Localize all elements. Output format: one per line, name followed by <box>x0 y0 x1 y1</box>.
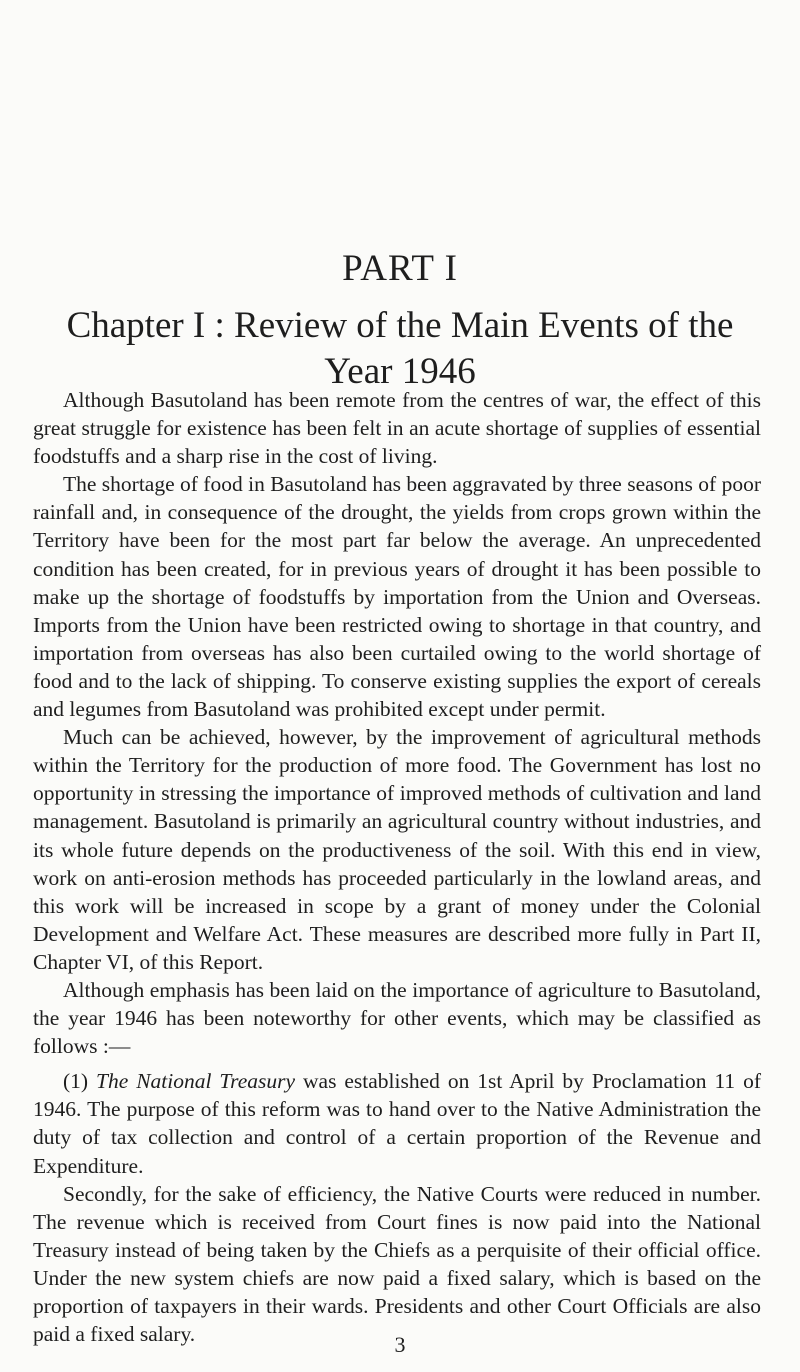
page-number: 3 <box>394 1332 406 1357</box>
item-number: (1) <box>63 1069 89 1094</box>
paragraph-4: Although emphasis has been laid on the importance of agriculture to Basutoland, the year 1946 has been noteworthy for other events, which may be classified as follows :— <box>33 977 761 1059</box>
chapter-heading: Chapter I : Review of the Main Events of the Year 1946 <box>66 305 734 392</box>
paragraph-closing: Secondly, for the sake of efficiency, the Native Courts were reduced in number. The revenue which is received from Court fines is now paid into the National Treasury instead of being taken by the Chiefs as a perquisite of their official office. Under the new system chiefs are now paid a fixed salary, which is based on the proportion of taxpayers in their wards. Presidents and other Court Officials are also paid a fixed salary. <box>33 1181 761 1347</box>
body-text <box>33 386 761 1348</box>
item-text: was established on 1st April by Proclamation 11 of 1946. The purpose of this reform was to hand over to the Native Administration the duty of tax collection and control of a certain proportion of the Revenue and Expenditure. <box>33 1069 761 1178</box>
item-emphasis: The National Treasury <box>96 1069 296 1094</box>
paragraph-3: Much can be achieved, however, by the improvement of agricultural methods within the Territory for the production of more food. The Government has lost no opportunity in stressing the importance of improved methods of cultivation and land management. Basutoland is primarily an agricultural country without industries, and its whole future depends on the productiveness of the soil. With this end in view, work on anti-erosion methods has proceeded particularly in the lowland areas, and this work will be increased in scope by a grant of money under the Colonial Development and Welfare Act. These measures are described more fully in Part II, Chapter VI, of this Report. <box>33 725 761 974</box>
paragraph-1: Although Basutoland has been remote from the centres of war, the effect of this great struggle for existence has been felt in an acute shortage of supplies of essential foodstuffs and a sharp rise in the cost of living. <box>33 388 761 469</box>
paragraph-2: The shortage of food in Basutoland has been aggravated by three seasons of poor rainfall and, in consequence of the drought, the yields from crops grown within the Territory have been for the most part far below the average. An unprecedented condition has been created, for in previous years of drought it has been possible to make up the shortage of foodstuffs by importation from the Union and Overseas. Imports from the Union have been restricted owing to shortage in that country, and importation from overseas has also been curtailed owing to the world shortage of food and to the lack of shipping. To conserve existing supplies the export of cereals and legumes from Basutoland was prohibited except under permit. <box>33 472 761 722</box>
paragraph-item-1 <box>33 1067 761 1179</box>
part-heading: PART I <box>342 248 458 289</box>
